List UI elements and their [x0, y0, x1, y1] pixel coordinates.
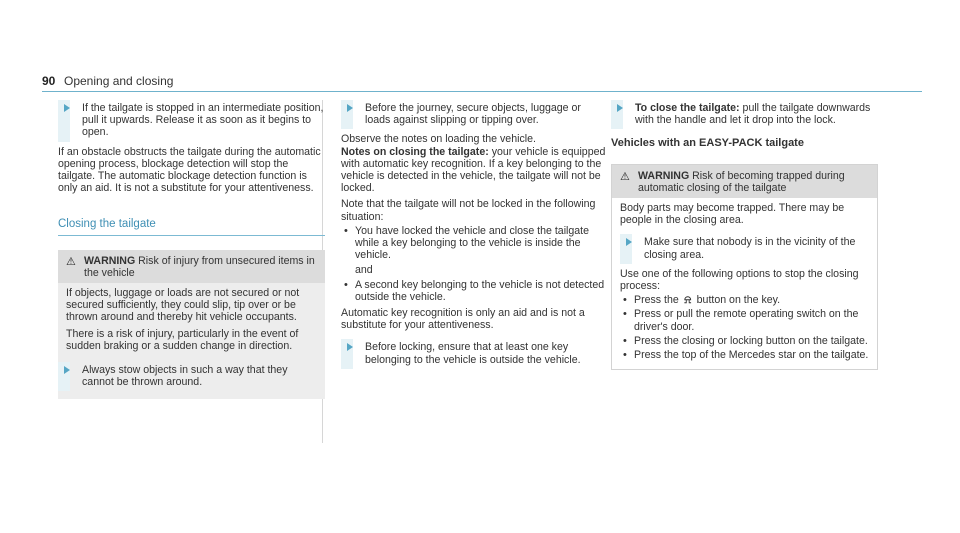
column-1 [58, 100, 325, 399]
step-item [620, 234, 869, 263]
page-header [42, 74, 922, 88]
step-item [341, 100, 608, 129]
step-item [611, 100, 878, 129]
list-item: • You have locked the vehicle and close the tailgate while a key belonging to the vehicle is inside the vehicle. [341, 225, 608, 262]
paragraph: If an obstacle obstructs the tailgate during the automatic opening process, blockage detection will stop the tailgate. The automatic blockage detection function is only an aid. It is not a substitute for your attentiveness. [58, 145, 321, 195]
section-heading: Closing the tailgate [58, 218, 325, 235]
step-text: Always stow objects in such a way that they cannot be thrown around. [82, 364, 288, 389]
step-arrow-icon [617, 104, 623, 112]
paragraph: Note that the tailgate will not be locked in the following situation: [341, 198, 596, 223]
subheading: Vehicles with an EASY-PACK tailgate [611, 137, 804, 150]
warning-label: WARNING [84, 254, 136, 267]
column-3 [611, 100, 878, 370]
list-item: • A second key belonging to the vehicle is not detected outside the vehicle. [341, 279, 608, 303]
warning-title: Risk of injury from unsecured items in the vehicle [84, 254, 315, 279]
step-item [341, 339, 608, 368]
step-text: If the tailgate is stopped in an intermediate position, pull it upwards. Release it as soon as it begins to open. [82, 102, 324, 139]
tailgate-key-icon: ⍾ [684, 294, 692, 307]
step-text: Before locking, ensure that at least one key belonging to the vehicle is outside the vehicle. [365, 341, 581, 366]
paragraph [341, 146, 608, 195]
paragraph: Use one of the following options to stop the closing process: [620, 267, 859, 293]
list-item [620, 294, 869, 306]
step-text: Make sure that nobody is in the vicinity of the closing area. [644, 236, 856, 261]
warning-paragraph: If objects, luggage or loads are not secured or not secured sufficiently, they could slip, tip over or be thrown around and thereby hit vehicle occupants. [66, 287, 300, 324]
column-2 [341, 100, 608, 369]
list-item: • Press or pull the remote operating switch on the driver's door. [620, 308, 869, 332]
warning-header [612, 165, 877, 198]
step-arrow-icon [347, 104, 353, 112]
page-number: 90 [42, 74, 56, 88]
warning-paragraph: Body parts may become trapped. There may be people in the closing area. [620, 202, 845, 227]
warning-body [58, 283, 325, 399]
step-arrow-icon [64, 366, 70, 374]
step-arrow-icon [64, 104, 70, 112]
step-label: To close the tailgate: [635, 102, 740, 114]
paragraph: Observe the notes on loading the vehicle. [341, 133, 536, 146]
header-rule [42, 91, 922, 92]
step-item [58, 362, 317, 391]
step-text: pull the tailgate downwards with the handle and let it drop into the lock. [635, 102, 871, 127]
list-item: • Press the closing or locking button on the tailgate. [620, 335, 869, 347]
bullet-list [620, 294, 869, 361]
page-section-title: Opening and closing [64, 74, 174, 88]
option-text-post: button on the key. [696, 294, 781, 307]
paragraph: Automatic key recognition is only an aid and is not a substitute for your attentiveness. [341, 307, 585, 332]
notes-text: your vehicle is equipped with automatic key recognition. If a key belonging to the vehicle is detected in the vehicle, the tailgate will not be locked. [341, 145, 606, 195]
warning-box [58, 250, 325, 400]
warning-triangle-icon: ⚠ [66, 255, 76, 268]
step-arrow-icon [347, 343, 353, 351]
step-text: Before the journey, secure objects, luggage or loads against slipping or tipping over. [365, 102, 581, 127]
list-item: • Press the top of the Mercedes star on the tailgate. [620, 349, 869, 361]
step-item [58, 100, 325, 142]
and-text: and [355, 264, 373, 277]
warning-header [58, 250, 325, 283]
warning-title: Risk of becoming trapped during automatic closing of the tailgate [638, 169, 845, 194]
notes-label: Notes on closing the tailgate: [341, 145, 489, 158]
bullet-list [341, 279, 608, 303]
bullet-list [341, 225, 608, 262]
warning-paragraph: There is a risk of injury, particularly in the event of sudden braking or a sudden change in direction. [66, 327, 299, 352]
warning-frame [611, 164, 878, 371]
warning-body [612, 198, 877, 369]
option-text-pre: Press the [634, 294, 679, 307]
warning-triangle-icon: ⚠ [620, 170, 630, 183]
warning-label: WARNING [638, 169, 690, 182]
warning-box [612, 165, 877, 198]
step-arrow-icon [626, 238, 632, 246]
